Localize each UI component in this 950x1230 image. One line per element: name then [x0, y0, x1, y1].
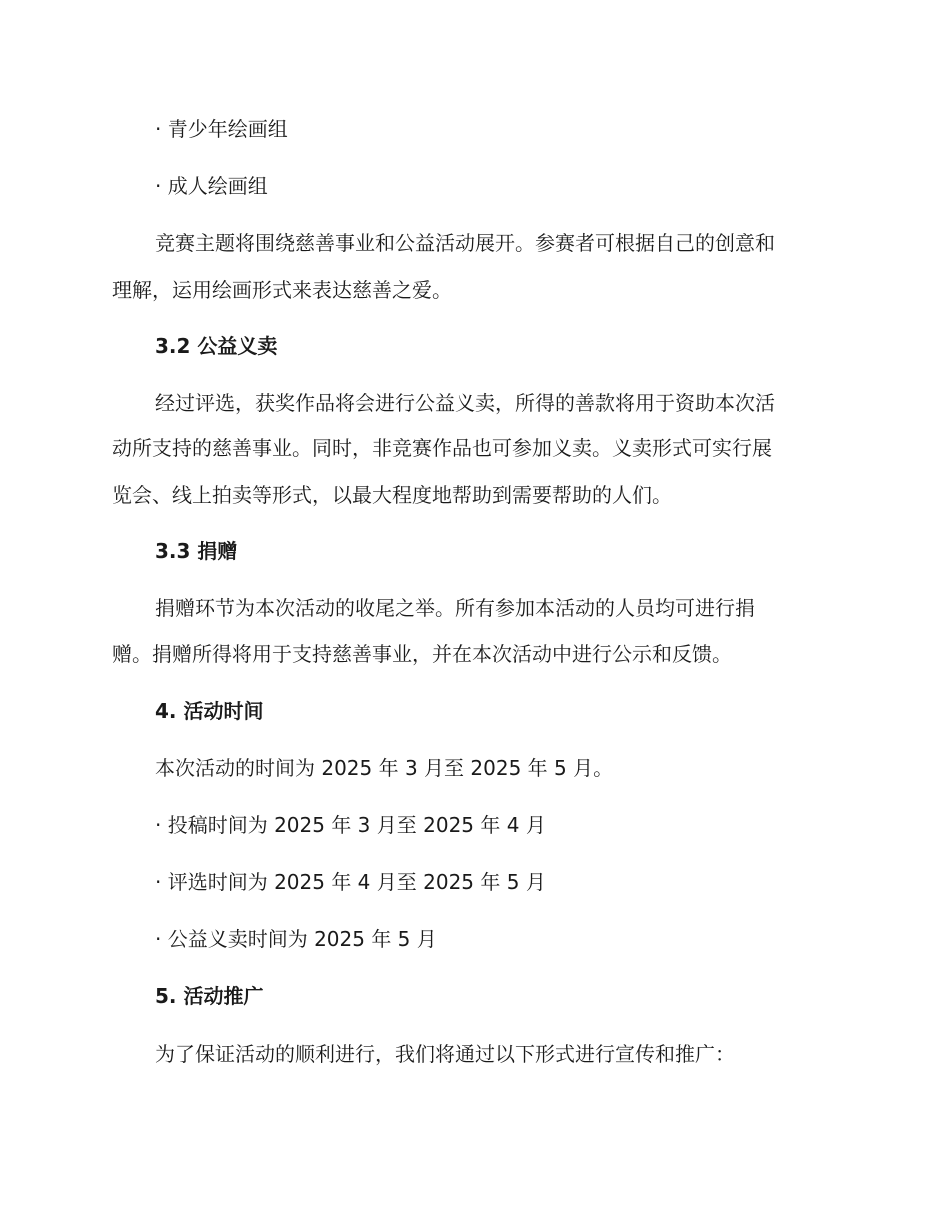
section-heading-3-3: 3.3 捐赠	[155, 539, 238, 563]
paragraph-line: 赠。捐赠所得将用于支持慈善事业，并在本次活动中进行公示和反馈。	[112, 642, 732, 666]
paragraph-line: 为了保证活动的顺利进行，我们将通过以下形式进行宣传和推广：	[155, 1042, 735, 1066]
section-heading-4: 4. 活动时间	[155, 699, 264, 723]
paragraph-line: 动所支持的慈善事业。同时，非竞赛作品也可参加义卖。义卖形式可实行展	[112, 436, 772, 460]
list-item-youth-group: · 青少年绘画组	[155, 117, 288, 141]
paragraph-line: 捐赠环节为本次活动的收尾之举。所有参加本活动的人员均可进行捐	[155, 596, 755, 620]
list-item: · 评选时间为 2025 年 4 月至 2025 年 5 月	[155, 870, 546, 894]
section-heading-3-2: 3.2 公益义卖	[155, 334, 278, 358]
paragraph-line: 竞赛主题将围绕慈善事业和公益活动展开。参赛者可根据自己的创意和	[155, 231, 775, 255]
paragraph-line: 本次活动的时间为 2025 年 3 月至 2025 年 5 月。	[155, 756, 614, 780]
section-heading-5: 5. 活动推广	[155, 984, 264, 1008]
paragraph-line: 览会、线上拍卖等形式，以最大程度地帮助到需要帮助的人们。	[112, 483, 672, 507]
paragraph-line: 理解，运用绘画形式来表达慈善之爱。	[112, 278, 452, 302]
list-item-adult-group: · 成人绘画组	[155, 174, 268, 198]
list-item: · 公益义卖时间为 2025 年 5 月	[155, 927, 437, 951]
list-item: · 投稿时间为 2025 年 3 月至 2025 年 4 月	[155, 813, 546, 837]
paragraph-line: 经过评选，获奖作品将会进行公益义卖，所得的善款将用于资助本次活	[155, 391, 775, 415]
